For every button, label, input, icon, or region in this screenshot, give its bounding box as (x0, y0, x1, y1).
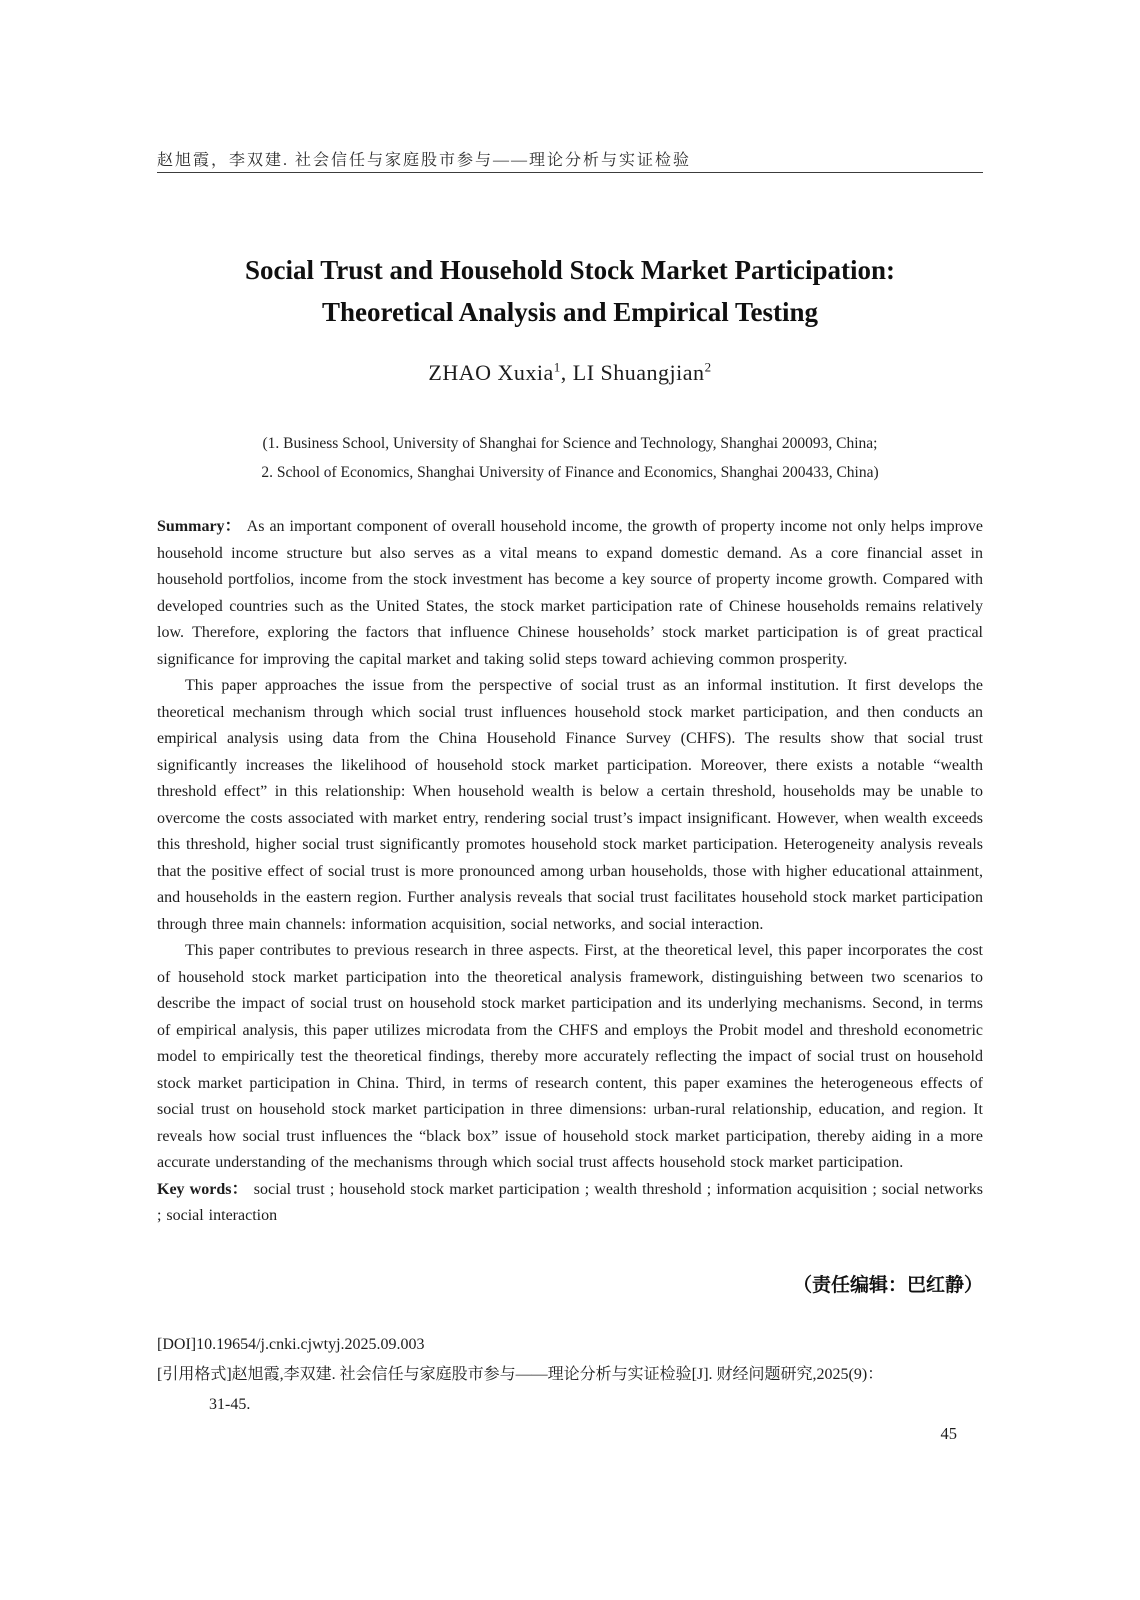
responsible-editor-note: （责任编辑：巴红静） (792, 1275, 983, 1296)
keywords-paragraph (157, 1177, 983, 1230)
article-title-line-2: Theoretical Analysis and Empirical Testing (321, 297, 819, 327)
affiliations-block (157, 430, 983, 487)
keywords-label: Key words： (157, 1180, 248, 1198)
citation-pages: 31-45. (209, 1396, 251, 1413)
summary-paragraph-1-text: As an important component of overall household income, the growth of property income not only helps improve household income structure but also serves as a vital means to expand domestic demand. As a core financial asset in household portfolios, income from the stock investment has become a key source of property income growth. Compared with developed countries such as the United States, the stock market participation rate of Chinese households remains relatively low. Therefore, exploring the factors that influence Chinese households’ stock market participation is of great practical significance for improving the capital market and taking solid steps toward achieving common prosperity. (157, 518, 983, 668)
article-title-line-1: Social Trust and Household Stock Market Participation: (244, 255, 896, 285)
summary-paragraph-3: This paper contributes to previous research in three aspects. First, at the theoretical level, this paper incorporates the cost of household stock market participation into the theoretical analysis framework, distinguishing between two scenarios to describe the impact of social trust on household stock market participation and its underlying mechanisms. Second, in terms of empirical analysis, this paper utilizes microdata from the CHFS and employs the Probit model and threshold econometric model to empirically test the theoretical findings, thereby more accurately reflecting the impact of social trust on household stock market participation in China. Third, in terms of research content, this paper examines the heterogeneous effects of social trust on household stock market participation in three dimensions: urban-rural relationship, education, and region. It reveals how social trust influences the “black box” issue of household stock market participation, thereby aiding in a more accurate understanding of the mechanisms through which social trust affects household stock market participation. (157, 942, 983, 1171)
doi-line: [DOI]10.19654/j.cnki.cjwtyj.2025.09.003 (157, 1336, 425, 1353)
summary-paragraph-2: This paper approaches the issue from the perspective of social trust as an informal institution. It first develops the theoretical mechanism through which social trust influences household stock market participation, and then conducts an empirical analysis using data from the China Household Finance Survey (CHFS). The results show that social trust significantly increases the likelihood of household stock market participation. Moreover, there exists a notable “wealth threshold effect” in this relationship: When household wealth is below a certain threshold, households may be unable to overcome the costs associated with market entry, rendering social trust’s impact insignificant. However, when wealth exceeds this threshold, higher social trust significantly promotes household stock market participation. Heterogeneity analysis reveals that the positive effect of social trust is more pronounced among urban households, those with higher educational attainment, and households in the eastern region. Further analysis reveals that social trust facilitates household stock market participation through three main channels: information acquisition, social networks, and social interaction. (157, 677, 983, 933)
reference-info-block (157, 1330, 983, 1420)
summary-label: Summary： (157, 518, 241, 535)
keywords-text: social trust ; household stock market participation ; wealth threshold ; information acquisition ; social networks ; social interaction (157, 1180, 983, 1224)
author-1-name: ZHAO Xuxia (428, 360, 554, 385)
citation-line: [引用格式]赵旭霞,李双建. 社会信任与家庭股市参与——理论分析与实证检验[J]. 财经问题研究,2025(9)： (157, 1366, 884, 1383)
author-2-name: LI Shuangjian (572, 360, 705, 385)
summary-paragraph-1 (157, 514, 983, 673)
article-title (157, 249, 983, 333)
running-head: 赵旭霞，李双建. 社会信任与家庭股市参与——理论分析与实证检验 (157, 152, 692, 169)
affiliation-1: (1. Business School, University of Shanghai for Science and Technology, Shanghai 200093, China; (262, 435, 878, 452)
abstract-body (157, 514, 983, 1230)
page-number: 45 (940, 1424, 957, 1443)
author-1-affiliation-marker: 1 (553, 359, 561, 375)
authors-separator: , (560, 360, 573, 385)
affiliation-2: 2. School of Economics, Shanghai University of Finance and Economics, Shanghai 200433, China) (261, 463, 879, 481)
authors-line (157, 360, 983, 386)
header-rule (157, 172, 983, 173)
author-2-affiliation-marker: 2 (704, 359, 712, 375)
